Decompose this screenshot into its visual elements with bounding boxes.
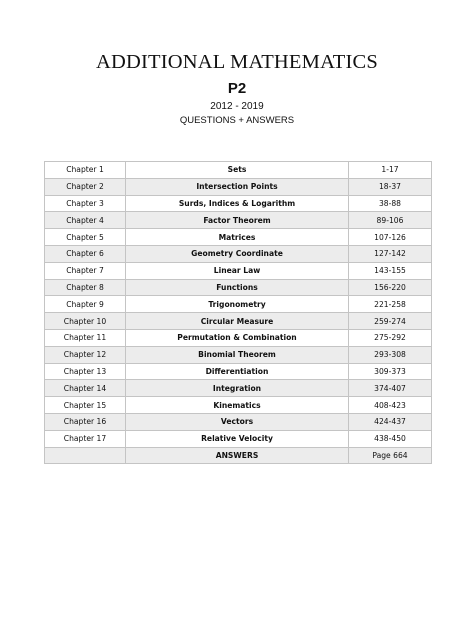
topic-cell: Functions — [126, 279, 349, 296]
table-row — [45, 178, 432, 195]
table-row — [45, 329, 432, 346]
pages-cell: 89-106 — [349, 212, 432, 229]
table-row — [45, 212, 432, 229]
chapter-cell: Chapter 17 — [45, 430, 126, 447]
table-row — [45, 296, 432, 313]
chapter-cell: Chapter 13 — [45, 363, 126, 380]
topic-cell: Matrices — [126, 229, 349, 246]
topic-cell: Kinematics — [126, 397, 349, 414]
pages-cell: Page 664 — [349, 447, 432, 464]
chapter-cell: Chapter 10 — [45, 313, 126, 330]
topic-cell: Linear Law — [126, 262, 349, 279]
chapter-cell: Chapter 9 — [45, 296, 126, 313]
table-row — [45, 397, 432, 414]
table-row — [45, 279, 432, 296]
topic-cell: Binomial Theorem — [126, 346, 349, 363]
pages-cell: 424-437 — [349, 413, 432, 430]
paper-label: P2 — [227, 80, 247, 97]
topic-cell: Trigonometry — [126, 296, 349, 313]
chapter-cell: Chapter 7 — [45, 262, 126, 279]
topic-cell: Permutation & Combination — [126, 329, 349, 346]
topic-cell: Geometry Coordinate — [126, 245, 349, 262]
table-row — [45, 162, 432, 179]
topic-cell: Relative Velocity — [126, 430, 349, 447]
pages-cell: 275-292 — [349, 329, 432, 346]
chapter-cell: Chapter 4 — [45, 212, 126, 229]
topic-cell: Intersection Points — [126, 178, 349, 195]
table-row — [45, 346, 432, 363]
chapter-cell — [45, 447, 126, 464]
topic-cell: Circular Measure — [126, 313, 349, 330]
topic-cell: ANSWERS — [126, 447, 349, 464]
pages-cell: 293-308 — [349, 346, 432, 363]
pages-cell: 1-17 — [349, 162, 432, 179]
pages-cell: 374-407 — [349, 380, 432, 397]
pages-cell: 38-88 — [349, 195, 432, 212]
chapter-cell: Chapter 5 — [45, 229, 126, 246]
table-row — [45, 413, 432, 430]
table-row — [45, 447, 432, 464]
topic-cell: Integration — [126, 380, 349, 397]
chapter-cell: Chapter 2 — [45, 178, 126, 195]
document-title: ADDITIONAL MATHEMATICS — [95, 51, 379, 73]
pages-cell: 408-423 — [349, 397, 432, 414]
contents-table-body — [45, 162, 432, 464]
table-row — [45, 229, 432, 246]
pages-cell: 18-37 — [349, 178, 432, 195]
pages-cell: 221-258 — [349, 296, 432, 313]
chapter-cell: Chapter 11 — [45, 329, 126, 346]
document-subtitle: QUESTIONS + ANSWERS — [179, 115, 295, 126]
chapter-cell: Chapter 3 — [45, 195, 126, 212]
topic-cell: Differentiation — [126, 363, 349, 380]
table-row — [45, 245, 432, 262]
pages-cell: 156-220 — [349, 279, 432, 296]
chapter-cell: Chapter 15 — [45, 397, 126, 414]
pages-cell: 438-450 — [349, 430, 432, 447]
pages-cell: 107-126 — [349, 229, 432, 246]
table-row — [45, 363, 432, 380]
topic-cell: Vectors — [126, 413, 349, 430]
chapter-cell: Chapter 6 — [45, 245, 126, 262]
chapter-cell: Chapter 14 — [45, 380, 126, 397]
table-row — [45, 430, 432, 447]
table-row — [45, 195, 432, 212]
pages-cell: 309-373 — [349, 363, 432, 380]
contents-table — [44, 161, 432, 464]
chapter-cell: Chapter 16 — [45, 413, 126, 430]
chapter-cell: Chapter 12 — [45, 346, 126, 363]
pages-cell: 143-155 — [349, 262, 432, 279]
table-row — [45, 380, 432, 397]
chapter-cell: Chapter 8 — [45, 279, 126, 296]
table-row — [45, 313, 432, 330]
chapter-cell: Chapter 1 — [45, 162, 126, 179]
topic-cell: Factor Theorem — [126, 212, 349, 229]
pages-cell: 127-142 — [349, 245, 432, 262]
pages-cell: 259-274 — [349, 313, 432, 330]
topic-cell: Sets — [126, 162, 349, 179]
topic-cell: Surds, Indices & Logarithm — [126, 195, 349, 212]
table-row — [45, 262, 432, 279]
year-range: 2012 - 2019 — [210, 101, 264, 112]
